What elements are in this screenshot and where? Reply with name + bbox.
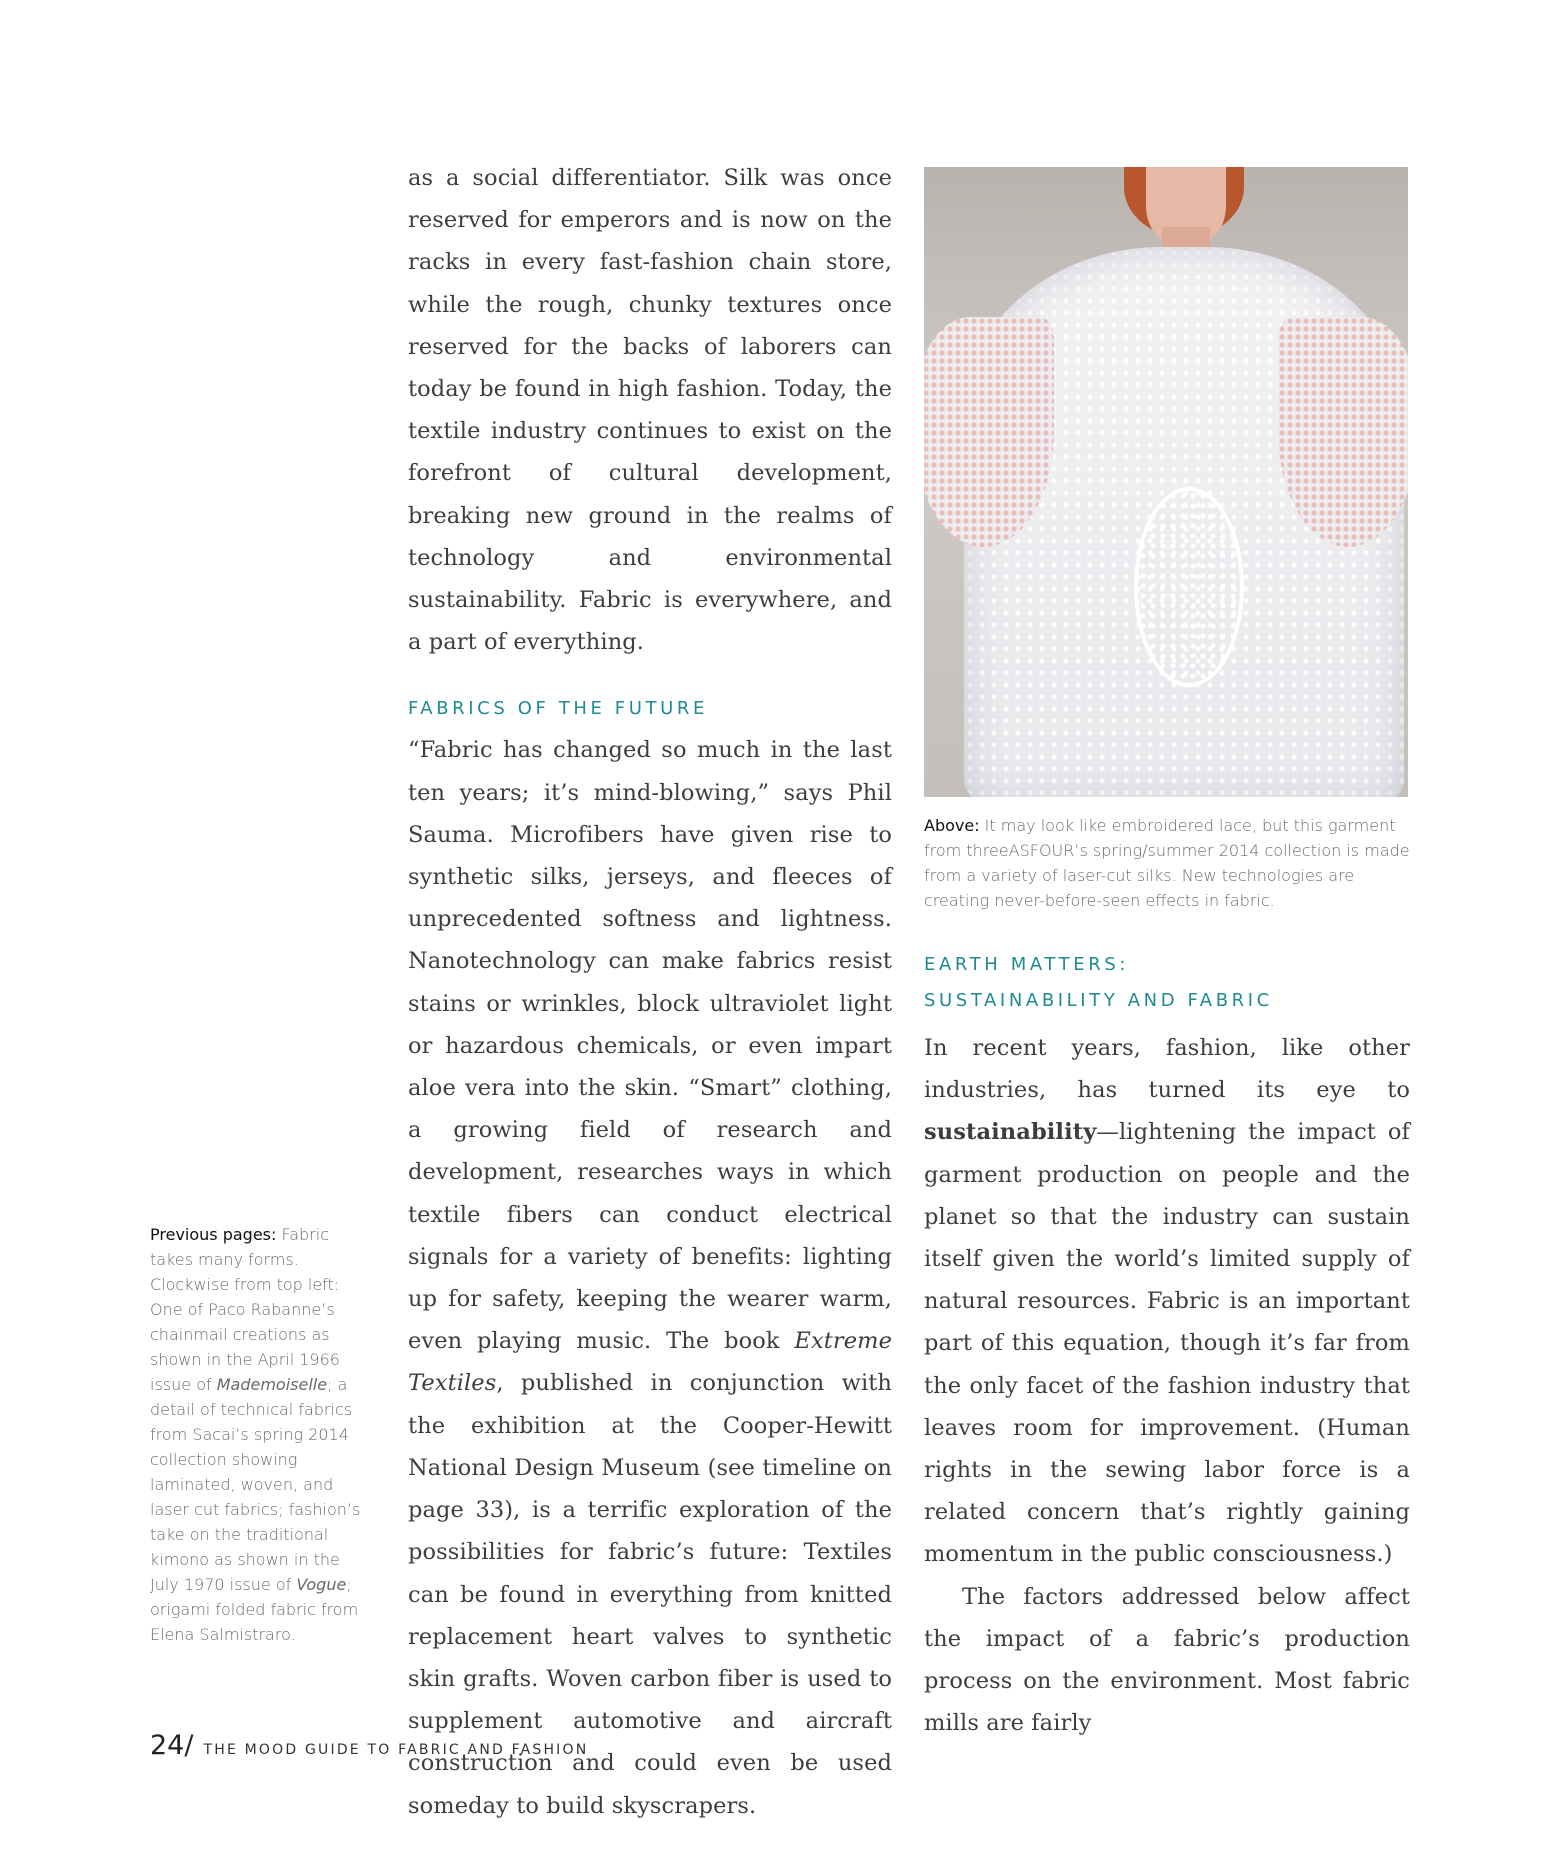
caption-italic-title: Mademoiselle (216, 1375, 328, 1394)
page-footer (150, 1730, 588, 1761)
sustainability-text (924, 1027, 1410, 1744)
heading-line-2: SUSTAINABILITY AND FABRIC (924, 990, 1273, 1011)
garment-photo (924, 167, 1408, 797)
para-text: —lightening the impact of garment production on people and the planet so that the industry can sustain itself given the world’s limited supply of natural resources. Fabric is an important part of this equation, though it’s far from the only facet of the fashion industry that leaves room for improvement. (Human rights in the sewing labor force is a related concern that’s rightly gaining momentum in the public consciousness.) (924, 1119, 1410, 1568)
caption-text: ; a detail of technical fabrics from Sacai’s spring 2014 collection showing laminated, woven, and laser cut fabrics; fashion’s take on the traditional kimono as shown in the July 1970 issue of (150, 1375, 361, 1594)
intro-paragraph (408, 157, 892, 663)
intro-paragraph-text: as a social differentiator. Silk was once reserved for emperors and is now on the racks in every fast-fashion chain store, while the rough, chunky textures once reserved for the backs of laborers can today be found in high fashion. Today, the textile industry continues to exist on the forefront of cultural development, breaking new ground in the realms of technology and environmental sustainability. Fabric is everywhere, and a part of everything. (408, 165, 892, 656)
caption-text: Fabric takes many forms. Clockwise from top left: One of Paco Rabanne’s chainmail creations as shown in the April 1966 issue of (150, 1225, 340, 1394)
book-title: Extreme Textiles (408, 1328, 892, 1397)
section-text: “Fabric has changed so much in the last ten years; it’s mind-blowing,” says Phil Sauma. Microfibers have given rise to synthetic silks, jerseys, and fleeces of unprecedented softness and lightness. Nanotechnology can make fabrics resist stains or wrinkles, block ultraviolet light or hazardous chemicals, or even impart aloe vera into the skin. “Smart” clothing, a growing field of research and development, researches ways in which textile fibers can conduct electrical signals for a variety of benefits: lighting up for safety, keeping the wearer warm, even playing music. The book (408, 737, 892, 1355)
photo-caption (924, 813, 1410, 913)
para-text: In recent years, fashion, like other industries, has turned its eye to (924, 1035, 1410, 1104)
sustainability-paragraph-1 (924, 1027, 1410, 1576)
caption-italic-title: Vogue (296, 1575, 347, 1594)
middle-column (408, 157, 892, 1827)
section-heading: FABRICS OF THE FUTURE (408, 698, 708, 720)
sustainability-paragraph-2: The factors addressed below affect the impact of a fabric’s production process on the environment. Most fabric mills are fairly (924, 1583, 1410, 1737)
running-title: THE MOOD GUIDE TO FABRIC AND FASHION (203, 1742, 589, 1758)
earth-matters-heading (924, 947, 1410, 1019)
footer-slash: / (184, 1730, 194, 1761)
bold-term: sustainability (924, 1119, 1097, 1146)
sidebar-caption (150, 1222, 372, 1647)
section-paragraph-text (408, 729, 892, 1826)
caption-lead: Previous pages: (150, 1225, 277, 1244)
section-text: , published in conjunction with the exhibition at the Cooper-Hewitt National Design Museum (see timeline on page 33), is a terrific exploration of the possibilities for fabric’s future: Textiles can be found in everything from knitted replacement heart valves to synthetic skin grafts. Woven carbon fiber is used to supplement automotive and aircraft construction and could even be used someday to build skyscrapers. (408, 1370, 892, 1819)
photo-caption-lead: Above: (924, 816, 980, 835)
heading-line-1: EARTH MATTERS: (924, 954, 1130, 975)
photo-sleeve-right (1278, 317, 1408, 547)
photo-caption-text: It may look like embroidered lace, but this garment from threeASFOUR’s spring/summer 2014 collection is made from a variety of laser-cut silks. New technologies are creating never-before-seen effects in fabric. (924, 816, 1410, 910)
page-number: 24 (150, 1730, 185, 1761)
right-column (924, 167, 1410, 1744)
section-paragraph (408, 729, 892, 1826)
photo-lace-panel (1134, 487, 1244, 687)
caption-text: ; origami folded fabric from Elena Salmistraro. (150, 1575, 359, 1644)
